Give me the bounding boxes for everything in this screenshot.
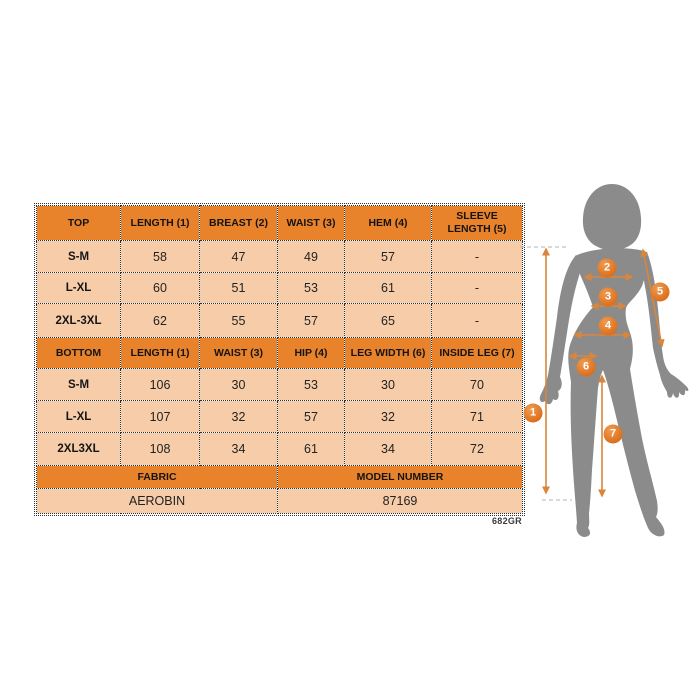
measure-badge-5: 5 <box>651 283 670 302</box>
info-header-row <box>37 466 523 489</box>
measure-badge-4: 4 <box>599 317 618 336</box>
cell-value: 58 <box>121 241 200 273</box>
size-label: 2XL-3XL <box>37 304 121 338</box>
cell-value: 62 <box>121 304 200 338</box>
measure-badge-2: 2 <box>598 259 617 278</box>
size-label: 2XL3XL <box>37 433 121 466</box>
cell-value: 47 <box>200 241 278 273</box>
cell-value: 55 <box>200 304 278 338</box>
header-breast-2: BREAST (2) <box>200 206 278 241</box>
cell-value: 53 <box>278 369 345 401</box>
cell-value: 53 <box>278 273 345 304</box>
product-code: 682GR <box>491 516 522 526</box>
measure-badge-6: 6 <box>577 358 596 377</box>
info-value-row <box>37 489 523 514</box>
size-label: S-M <box>37 369 121 401</box>
header-leg-width-6: LEG WIDTH (6) <box>345 338 432 369</box>
cell-value: 51 <box>200 273 278 304</box>
cell-value: 34 <box>345 433 432 466</box>
header-top: TOP <box>37 206 121 241</box>
table-row <box>37 241 523 273</box>
model-number-value: 87169 <box>278 489 523 514</box>
measure-badge-3: 3 <box>599 288 618 307</box>
table-row <box>37 369 523 401</box>
header-waist-3: WAIST (3) <box>200 338 278 369</box>
table-row <box>37 433 523 466</box>
cell-value: 30 <box>200 369 278 401</box>
fabric-value: AEROBIN <box>37 489 278 514</box>
size-label: L-XL <box>37 401 121 433</box>
cell-value: 32 <box>200 401 278 433</box>
table-row <box>37 304 523 338</box>
size-table <box>36 205 523 514</box>
cell-value: 61 <box>278 433 345 466</box>
header-bottom: BOTTOM <box>37 338 121 369</box>
top-header-row <box>37 206 523 241</box>
bottom-header-row <box>37 338 523 369</box>
header-hip-4: HIP (4) <box>278 338 345 369</box>
cell-value: 61 <box>345 273 432 304</box>
cell-value: 108 <box>121 433 200 466</box>
measure-badge-1: 1 <box>524 404 543 423</box>
cell-value: 107 <box>121 401 200 433</box>
cell-value: 65 <box>345 304 432 338</box>
header-sleeve-length-5: SLEEVE LENGTH (5) <box>432 206 523 241</box>
header-model-number: MODEL NUMBER <box>278 466 523 489</box>
cell-value: 30 <box>345 369 432 401</box>
cell-value: 70 <box>432 369 523 401</box>
cell-value: 106 <box>121 369 200 401</box>
table-row <box>37 273 523 304</box>
cell-value: 57 <box>278 401 345 433</box>
header-inside-leg-7: INSIDE LEG (7) <box>432 338 523 369</box>
cell-value: 71 <box>432 401 523 433</box>
cell-value: - <box>432 273 523 304</box>
cell-value: 60 <box>121 273 200 304</box>
header-length-1: LENGTH (1) <box>121 338 200 369</box>
cell-value: 72 <box>432 433 523 466</box>
header-length-1: LENGTH (1) <box>121 206 200 241</box>
cell-value: 57 <box>278 304 345 338</box>
table-row <box>37 401 523 433</box>
size-chart-table <box>34 203 525 516</box>
header-fabric: FABRIC <box>37 466 278 489</box>
cell-value: 34 <box>200 433 278 466</box>
size-label: L-XL <box>37 273 121 304</box>
size-label: S-M <box>37 241 121 273</box>
cell-value: - <box>432 304 523 338</box>
header-hem-4: HEM (4) <box>345 206 432 241</box>
header-waist-3: WAIST (3) <box>278 206 345 241</box>
cell-value: 32 <box>345 401 432 433</box>
silhouette-head <box>583 184 641 250</box>
cell-value: - <box>432 241 523 273</box>
cell-value: 49 <box>278 241 345 273</box>
measurement-figure <box>515 175 700 540</box>
cell-value: 57 <box>345 241 432 273</box>
measure-badge-7: 7 <box>604 425 623 444</box>
woman-silhouette <box>540 184 689 537</box>
